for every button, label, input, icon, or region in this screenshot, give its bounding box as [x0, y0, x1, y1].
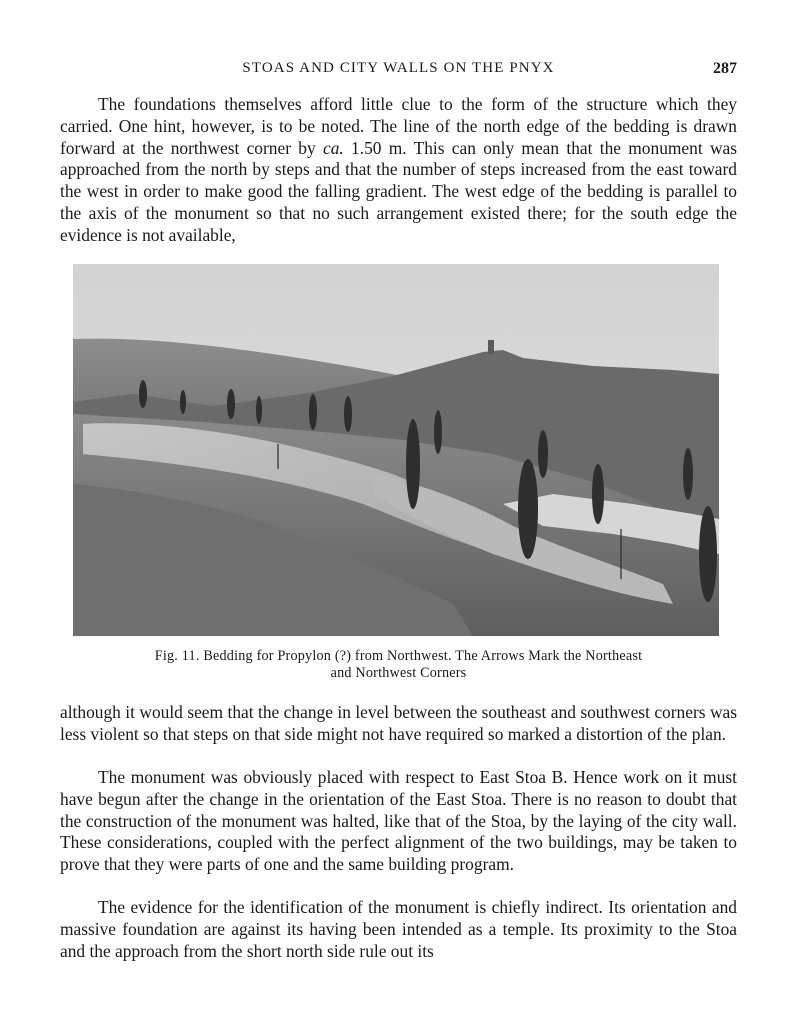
paragraph-text: The foundations themselves afford little clue to the form of the structure which they carried. One hint, however, is to be noted. The line of the north edge of the bedding is drawn forward at the northwest corner by	[60, 94, 737, 158]
paragraph-east-stoa: The monument was obviously placed with respect to East Stoa B. Hence work on it must have begun after the change in the orientation of the East Stoa. There is no reason to doubt that the construction of the monument was halted, like that of the Stoa, by the laying of the city wall. These considerations, coupled with the perfect alignment of the two buildings, may be taken to prove that they were parts of one and the same building program.	[60, 767, 737, 875]
running-title: STOAS AND CITY WALLS ON THE PNYX	[242, 60, 555, 76]
italic-abbrev: ca.	[322, 137, 344, 158]
page-header	[60, 60, 737, 84]
figure-caption	[60, 648, 737, 682]
paragraph-identification: The evidence for the identification of the monument is chiefly indirect. Its orientation and massive foundation are against its having been intended as a temple. Its proximity to the Stoa and the approach from the short north side rule out its	[60, 897, 737, 961]
monument-on-hilltop	[488, 340, 494, 354]
paragraph-foundations	[60, 94, 737, 247]
landscape-photo	[73, 264, 719, 636]
caption-line: and Northwest Corners	[330, 665, 467, 681]
paragraph-text: 1.50 m. This can only mean that the monument was approached from the north by steps and that the number of steps increased from the east toward the west in order to make good the falling gradient. The west edge of the bedding is parallel to the axis of the monument so that no such arrangement existed there; for the south edge the evidence is not available,	[60, 137, 738, 245]
page-number: 287	[713, 60, 737, 77]
paragraph-change-in-level: although it would seem that the change in level between the southeast and southwest corners was less violent so that steps on that side might not have required so marked a distortion of the plan.	[60, 702, 737, 744]
figure-photograph	[73, 264, 719, 636]
caption-line: Fig. 11. Bedding for Propylon (?) from Northwest. The Arrows Mark the Northeast	[154, 648, 643, 664]
